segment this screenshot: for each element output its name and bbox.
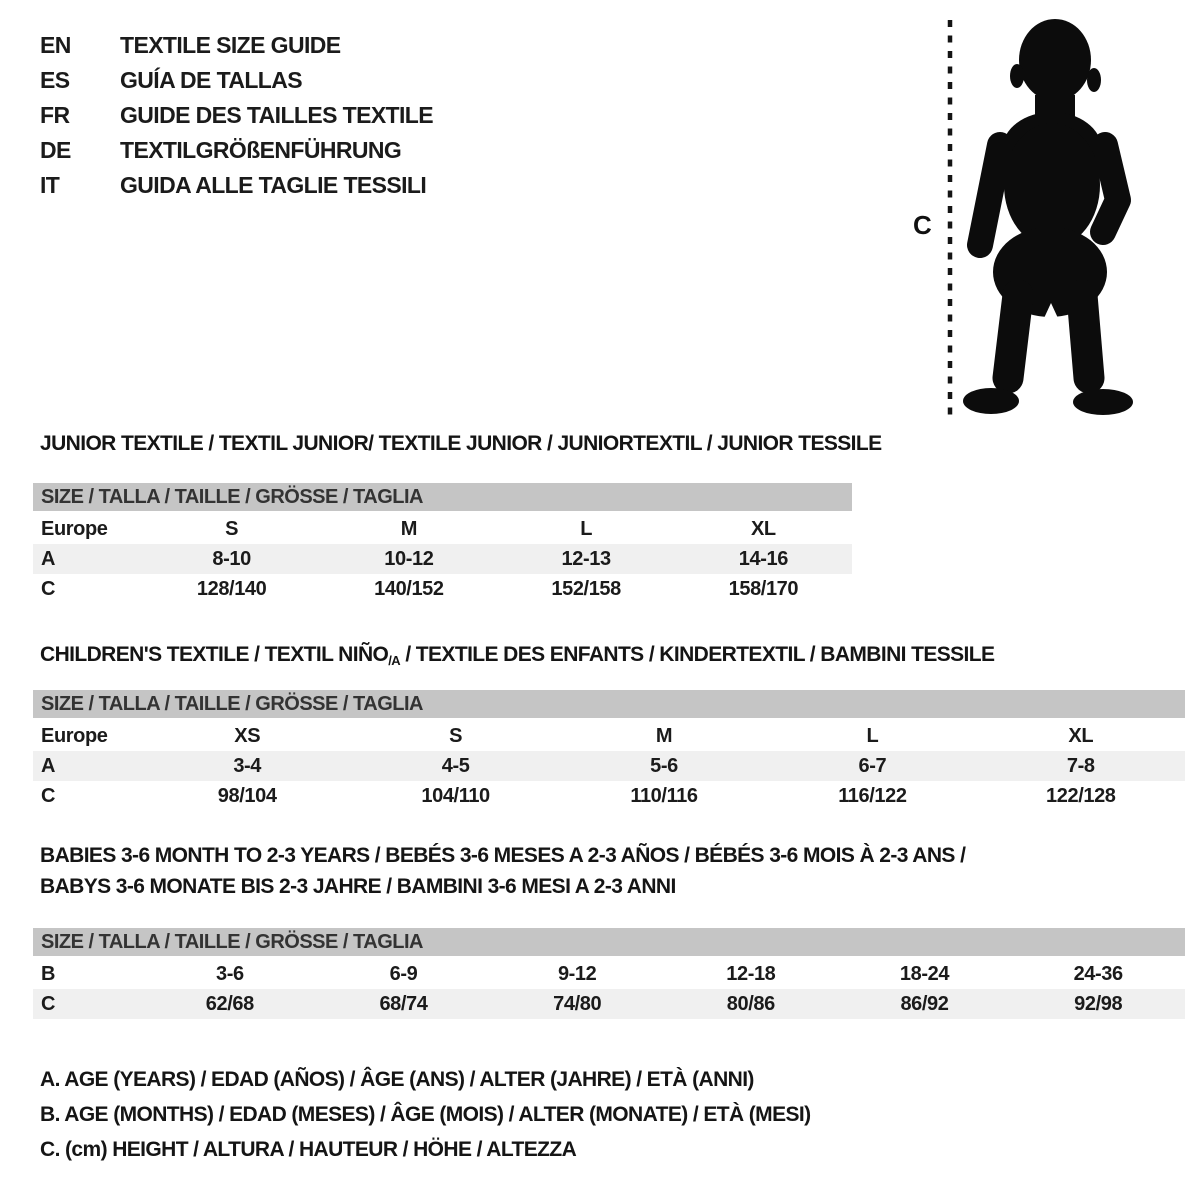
height-measure-label: C xyxy=(913,210,932,240)
height-cell: 122/128 xyxy=(1046,784,1116,807)
row-label: B xyxy=(41,962,56,985)
age-cell: 3-6 xyxy=(215,962,244,985)
age-cell: 12-18 xyxy=(726,962,776,985)
children-size-header-bar: SIZE / TALLA / TAILLE / GRÖSSE / TAGLIA xyxy=(33,690,1185,718)
height-figure xyxy=(905,10,1195,420)
height-cell: 92/98 xyxy=(1074,992,1123,1015)
language-title: TEXTILGRÖßENFÜHRUNG xyxy=(120,137,402,163)
language-row-fr xyxy=(40,98,433,133)
babies-title-line2: BABYS 3-6 MONATE BIS 2-3 JAHRE / BAMBINI 3-6 MESI A 2-3 ANNI xyxy=(40,875,676,898)
height-cell: 74/80 xyxy=(553,992,602,1015)
height-cell: 140/152 xyxy=(374,577,444,600)
height-cell: 80/86 xyxy=(726,992,775,1015)
height-cell: 68/74 xyxy=(379,992,428,1015)
junior-section-title: JUNIOR TEXTILE / TEXTIL JUNIOR/ TEXTILE JUNIOR / JUNIORTEXTIL / JUNIOR TESSILE xyxy=(40,432,882,455)
language-title: GUIDE DES TAILLES TEXTILE xyxy=(120,102,433,128)
language-code: EN xyxy=(40,32,71,58)
height-cell: 98/104 xyxy=(217,784,277,807)
row-label: A xyxy=(41,547,56,570)
junior-size-header-bar: SIZE / TALLA / TAILLE / GRÖSSE / TAGLIA xyxy=(33,483,852,511)
size-cell: S xyxy=(449,724,463,747)
row-label: C xyxy=(41,992,56,1015)
table-row xyxy=(33,544,852,574)
language-row-it xyxy=(40,168,433,203)
language-header xyxy=(40,28,433,203)
size-cell: XS xyxy=(234,724,261,747)
language-row-en xyxy=(40,28,433,63)
row-label: C xyxy=(41,784,56,807)
babies-size-header-bar: SIZE / TALLA / TAILLE / GRÖSSE / TAGLIA xyxy=(33,928,1185,956)
babies-section-title xyxy=(40,840,965,902)
size-cell: L xyxy=(866,724,879,747)
height-cell: 128/140 xyxy=(196,577,267,600)
junior-size-table xyxy=(33,483,852,604)
table-row xyxy=(33,721,1185,751)
language-title: TEXTILE SIZE GUIDE xyxy=(120,32,341,58)
legend-line-c: C. (cm) HEIGHT / ALTURA / HAUTEUR / HÖHE / ALTEZZA xyxy=(40,1137,577,1161)
height-cell: 152/158 xyxy=(551,577,621,600)
age-cell: 5-6 xyxy=(650,754,678,777)
height-cell: 62/68 xyxy=(205,992,254,1015)
age-cell: 10-12 xyxy=(384,547,434,570)
language-code: FR xyxy=(40,102,70,128)
size-cell: M xyxy=(400,517,417,540)
language-row-de xyxy=(40,133,433,168)
age-cell: 9-12 xyxy=(557,962,597,985)
age-cell: 7-8 xyxy=(1066,754,1095,777)
size-cell: XL xyxy=(1068,724,1094,747)
table-row xyxy=(33,574,852,604)
table-row xyxy=(33,959,1185,989)
row-label: A xyxy=(41,754,56,777)
children-size-table xyxy=(33,690,1185,811)
row-label: C xyxy=(41,577,56,600)
age-cell: 14-16 xyxy=(738,547,788,570)
height-cell: 158/170 xyxy=(728,577,799,600)
age-cell: 18-24 xyxy=(899,962,950,985)
table-row xyxy=(33,514,852,544)
children-title-subscript: /A xyxy=(388,652,401,668)
size-cell: XL xyxy=(750,517,776,540)
children-section-title xyxy=(40,643,994,668)
row-label: Europe xyxy=(41,517,108,540)
height-cell: 116/122 xyxy=(838,784,907,807)
size-cell: M xyxy=(655,724,673,747)
language-code: IT xyxy=(40,172,60,198)
babies-title-line1: BABIES 3-6 MONTH TO 2-3 YEARS / BEBÉS 3-6 MESES A 2-3 AÑOS / BÉBÉS 3-6 MOIS À 2-3 ANS / xyxy=(40,844,966,867)
legend-line-b: B. AGE (MONTHS) / EDAD (MESES) / ÂGE (MOIS) / ALTER (MONATE) / ETÀ (MESI) xyxy=(40,1102,811,1126)
table-row xyxy=(33,751,1185,781)
table-row xyxy=(33,989,1185,1019)
children-title-prefix: CHILDREN'S TEXTILE / TEXTIL NIÑO xyxy=(40,643,389,666)
table-row xyxy=(33,781,1185,811)
language-title: GUIDA ALLE TAGLIE TESSILI xyxy=(120,172,427,198)
age-cell: 4-5 xyxy=(441,754,470,777)
age-cell: 3-4 xyxy=(233,754,262,777)
height-cell: 110/116 xyxy=(630,784,698,807)
toddler-silhouette-shape xyxy=(963,19,1133,415)
height-cell: 86/92 xyxy=(900,992,949,1015)
age-cell: 12-13 xyxy=(561,547,611,570)
size-cell: S xyxy=(225,517,239,540)
age-cell: 6-9 xyxy=(389,962,418,985)
language-row-es xyxy=(40,63,433,98)
babies-size-table xyxy=(33,928,1185,1019)
size-cell: L xyxy=(580,517,593,540)
row-label: Europe xyxy=(41,724,108,747)
toddler-silhouette-icon xyxy=(905,10,1195,420)
age-cell: 8-10 xyxy=(212,547,251,570)
legend-line-a: A. AGE (YEARS) / EDAD (AÑOS) / ÂGE (ANS) / ALTER (JAHRE) / ETÀ (ANNI) xyxy=(40,1067,754,1091)
language-title: GUÍA DE TALLAS xyxy=(120,67,302,93)
measurement-legend xyxy=(40,1062,811,1167)
age-cell: 24-36 xyxy=(1073,962,1123,985)
age-cell: 6-7 xyxy=(858,754,887,777)
height-cell: 104/110 xyxy=(421,784,490,807)
language-code: DE xyxy=(40,137,71,163)
children-title-suffix: / TEXTILE DES ENFANTS / KINDERTEXTIL / BAMBINI TESSILE xyxy=(400,643,995,666)
language-code: ES xyxy=(40,67,70,93)
